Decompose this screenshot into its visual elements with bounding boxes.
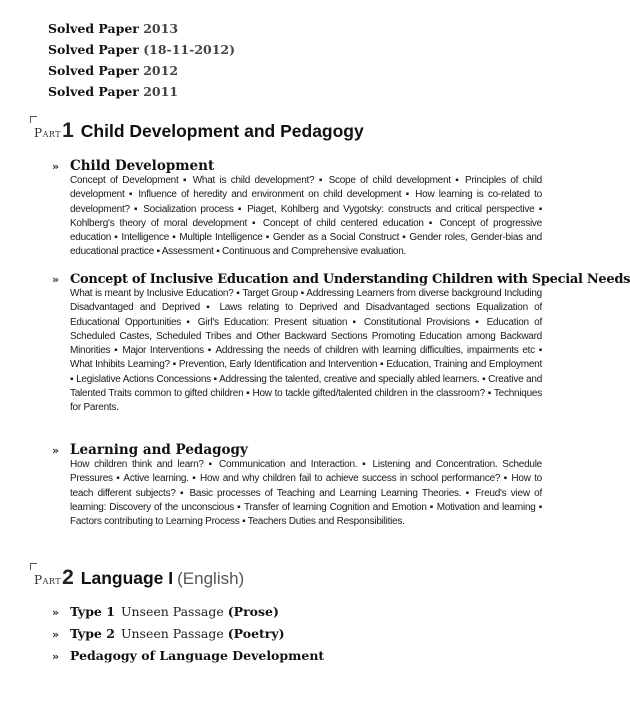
list-item <box>52 626 324 648</box>
item-paren: (Poetry) <box>227 626 285 641</box>
part-number: 2 <box>62 566 74 589</box>
solved-paper-label: Solved Paper <box>48 84 139 99</box>
section-title: Concept of Inclusive Education and Understanding Children with Special Needs <box>70 272 630 287</box>
solved-papers-list <box>48 18 235 102</box>
section-child-development <box>52 158 542 260</box>
chevron-right-icon: » <box>52 273 60 286</box>
section-title: Learning and Pedagogy <box>70 442 248 458</box>
solved-paper-item <box>48 39 235 60</box>
chevron-right-icon: » <box>52 444 60 457</box>
part2-heading <box>34 566 244 590</box>
item-type: Type 2 <box>70 626 115 641</box>
solved-paper-year: (18-11-2012) <box>143 42 236 57</box>
item-text: Unseen Passage <box>120 604 224 619</box>
section-body: Concept of Development ▪ What is child development? ▪ Scope of child development ▪ Principles of child development ▪ Influence of heredity and environment on child development ▪ How learning is co-related to development? ▪ Socialization process ▪ Piaget, Kohlberg and Vygotsky: constructs and critical perspective ▪ Kohlberg's theory of moral development ▪ Concept of child centered education ▪ Concept of progressive education ▪ Intelligence ▪ Multiple Intelligence ▪ Gender as a Social Construct ▪ Gender roles, Gender-bias and educational practice ▪ Assessment ▪ Continuous and Comprehensive evaluation. <box>70 175 542 258</box>
solved-paper-label: Solved Paper <box>48 21 139 36</box>
list-item <box>52 604 324 626</box>
chevron-right-icon: » <box>52 628 60 641</box>
part-subtitle: (English) <box>177 569 245 588</box>
part1-heading <box>34 119 364 143</box>
solved-paper-label: Solved Paper <box>48 42 139 57</box>
solved-paper-year: 2013 <box>143 21 179 36</box>
part-title: Language I <box>80 568 174 588</box>
solved-paper-item <box>48 60 235 81</box>
solved-paper-year: 2011 <box>143 84 179 99</box>
section-inclusive-education <box>52 272 630 416</box>
list-item <box>52 648 324 670</box>
section-title: Child Development <box>70 158 215 174</box>
section-body: How children think and learn? ▪ Communication and Interaction. ▪ Listening and Concentration. Schedule Pressures ▪ Active learning. ▪ How and why children fail to achieve success in school performance? ▪ How to teach different subjects? ▪ Basic processes of Teaching and Learning Learning Theories. ▪ Freud's view of learning: Discovery of the unconscious ▪ Transfer of learning Cognition and Emotion ▪ Motivation and learning ▪ Factors contributing to Learning Process ▪ Teachers Duties and Responsibilities. <box>70 459 542 528</box>
solved-paper-item <box>48 18 235 39</box>
section-body: What is meant by Inclusive Education? ▪ Target Group ▪ Addressing Learners from diverse background Including Disadvantaged and Deprived ▪ Laws relating to Deprived and Disadvantaged sections Equalization of Educational Opportunities ▪ Girl's Education: Present situation ▪ Constitutional Provisions ▪ Education of Scheduled Castes, Scheduled Tribes and Other Backward Sections Promoting Education among Backward Minorities ▪ Major Interventions ▪ Addressing the needs of children with learning difficulties, impairments etc ▪ What Inhibits Learning? ▪ Prevention, Early Identification and Intervention ▪ Education, Training and Employment ▪ Legislative Actions Concessions ▪ Addressing the talented, creative and specially abled learners. ▪ Creative and Talented Traits common to gifted children ▪ How to tackle gifted/talented children in the classroom? ▪ Techniques for Parents. <box>70 288 542 414</box>
solved-paper-year: 2012 <box>143 63 179 78</box>
part-word: Part <box>34 126 62 140</box>
item-type: Type 1 <box>70 604 115 619</box>
chevron-right-icon: » <box>52 650 60 663</box>
item-text: Unseen Passage <box>120 626 224 641</box>
chevron-right-icon: » <box>52 160 60 173</box>
part-number: 1 <box>62 119 74 142</box>
part-word: Part <box>34 573 62 587</box>
item-type: Pedagogy of Language Development <box>70 648 325 663</box>
chevron-right-icon: » <box>52 606 60 619</box>
section-learning-pedagogy <box>52 442 542 529</box>
language-items-list <box>52 604 324 670</box>
item-paren: (Prose) <box>227 604 279 619</box>
solved-paper-item <box>48 81 235 102</box>
solved-paper-label: Solved Paper <box>48 63 139 78</box>
part-title: Child Development and Pedagogy <box>80 121 364 141</box>
